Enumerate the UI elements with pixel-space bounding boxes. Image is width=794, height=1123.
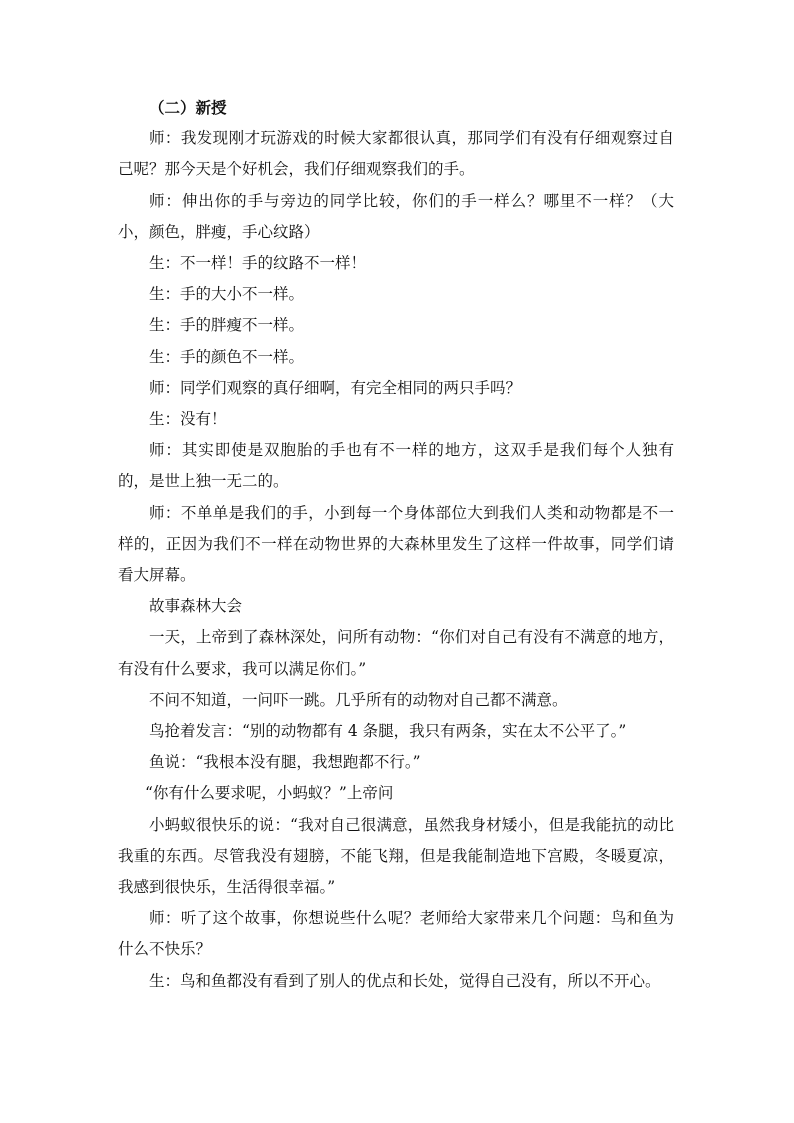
paragraph: “你有什么要求呢，小蚂蚁？”上帝问 (145, 784, 394, 803)
paragraph: 生：手的胖瘦不一样。 (149, 316, 305, 335)
paragraph: 一天，上帝到了森林深处，问所有动物：“你们对自己有没有不满意的地方，有没有什么要求，我可以满足你们。” (118, 628, 674, 678)
paragraph: 生：手的颜色不一样。 (149, 347, 305, 366)
paragraph: 鸟抢着发言：“别的动物都有 4 条腿，我只有两条，实在太不公平了。” (149, 722, 627, 741)
paragraph: 师：伸出你的手与旁边的同学比较，你们的手一样么？哪里不一样？（大小，颜色，胖瘦，手心纹路） (118, 191, 674, 241)
paragraph: 师：不单单是我们的手，小到每一个身体部位大到我们人类和动物都是不一样的，正因为我们不一样在动物世界的大森林里发生了这样一件故事，同学们请看大屏幕。 (118, 503, 674, 585)
paragraph: 师：同学们观察的真仔细啊，有完全相同的两只手吗？ (149, 378, 522, 397)
paragraph: 生：手的大小不一样。 (149, 285, 305, 304)
document-body (118, 92, 674, 997)
paragraph: 不问不知道，一问吓一跳。几乎所有的动物对自己都不满意。 (149, 690, 568, 709)
paragraph: 生：鸟和鱼都没有看到了别人的优点和长处，觉得自己没有，所以不开心。 (149, 971, 661, 990)
paragraph: 生：没有！ (149, 410, 227, 429)
paragraph: 师：我发现刚才玩游戏的时候大家都很认真，那同学们有没有仔细观察过自己呢？那今天是个好机会，我们仔细观察我们的手。 (118, 129, 674, 179)
story-title: 故事森林大会 (149, 597, 243, 616)
paragraph: 生：不一样！手的纹路不一样！ (149, 254, 367, 273)
section-heading: （二）新授 (149, 98, 227, 117)
paragraph: 鱼说：“我根本没有腿，我想跑都不行。” (149, 753, 421, 772)
paragraph: 师：听了这个故事，你想说些什么呢？老师给大家带来几个问题：鸟和鱼为什么不快乐？ (118, 909, 674, 959)
paragraph: 小蚂蚁很快乐的说：“我对自己很满意，虽然我身材矮小，但是我能抗的动比我重的东西。尽管我没有翅膀，不能飞翔，但是我能制造地下宫殿，冬暖夏凉，我感到很快乐，生活得很幸福。” (118, 815, 674, 897)
paragraph: 师：其实即使是双胞胎的手也有不一样的地方，这双手是我们每个人独有的，是世上独一无二的。 (118, 441, 674, 491)
